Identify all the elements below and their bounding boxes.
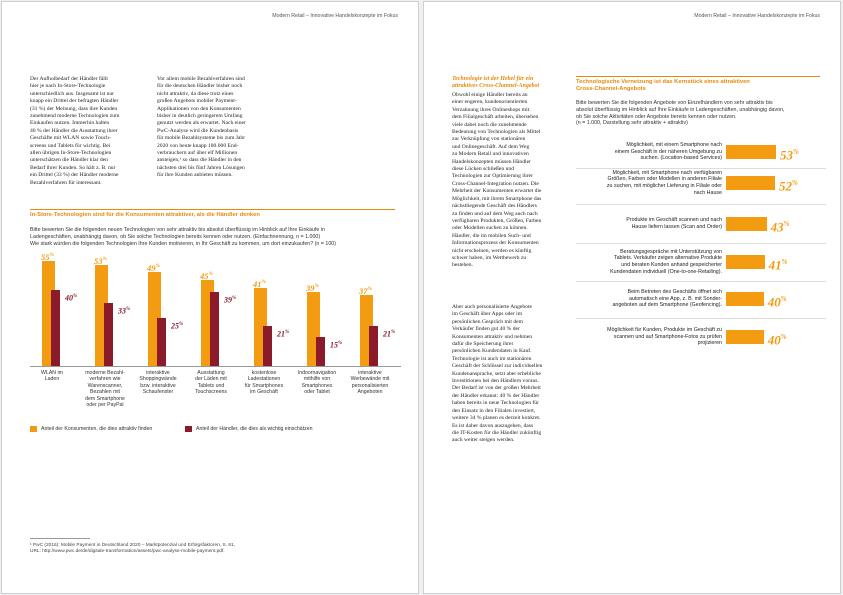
left-page [1, 1, 419, 594]
figure-title: In-Store-Technologien sind für die Konsumenten attraktiver, als die Händler denken [30, 212, 260, 218]
data-label-consumers: 41% [253, 278, 266, 289]
data-label-retailers: 25% [171, 321, 184, 331]
row-label: Beratungsgespräche mit Unterstützung von Tablets. Verkäufer zeigen alternative Produkte und beraten Kunden anhand gespeicherter Kundendaten individuell (One-to-one-Retailing). [610, 248, 722, 275]
running-header: Modern Retail – Innovative Handelskonzepte im Fokus [272, 13, 398, 19]
right-text-col-2: Aber auch personalisierte Angebote im Geschäft über Apps oder im persönlichen Gespräch mit dem Verkäufer finden gut 40 % der Konsumenten attraktiv und nehmen dafür die Speicherung ihrer persönlichen Kundendaten in Kauf. Technologie ist auch im stationären Geschäft der Schlüssel zur individuellen Kundenansprache, setzt aber erhebliche Investitionen bei den Händlern voraus. Der Bedarf ist von der großen Mehrheit der Händler erkannt: 40 % der Händler haben bereits in neue Technologien für den Einsatz in den Filialen investiert, weitere 34 % planen es derzeit konkret. Es ist daher davon auszugehen, dass die IT-Kosten für die Händler zukünftig auch weiter steigen werden. [452, 304, 543, 444]
legend-swatch-retailers [185, 426, 192, 432]
data-label-consumers: 37% [359, 286, 372, 297]
footnote-rule [30, 538, 90, 539]
figure-subtitle: Bitte bewerten Sie die folgenden Angebote von Einzelhändlern von sehr attraktiv bis absolut überflüssig im Hinblick auf Ihre Einkäufe in Ladengeschäften, unabhängig davon, ob Sie solche Aktivitäten oder Angebote bereits kennen oder nutzen. (n = 1.000, Darstellung sehr attraktiv + attraktiv) [576, 100, 785, 127]
data-label-retailers: 40% [65, 293, 78, 303]
category-label: Ausstattung der Läden mit Tablets und Touchscreens [194, 370, 227, 396]
row-bar [726, 292, 764, 306]
row-label: Möglichkeit für Kunden, Produkte im Geschäft zu scannen und auf Smartphone-Fotos zu prüfen projizieren [607, 327, 722, 347]
category-label: moderne Bezahl- verfahren wie Warenscanner, Bezahlen mit dem Smartphone oder per PayPal [85, 370, 125, 409]
left-text-col-1: Der Aufholbedarf der Händler fällt hier je nach In-Store-Technologie unterschiedlich aus. Insgesamt ist nur knapp ein Drittel der befragten Händler (31 %) der Meinung, dass ihre Kunden zunehmend moderne Technologien zum Einkaufen nutzen. Immerhin halten 40 % der Händler die Ausstattung ihrer Geschäfte mit WLAN sowie Touch- screens und Tablets für wichtig. Bei allen übrigen In-Store-Technologien unterschätzen die Händler klar den Bedarf ihrer Kunden. So hält z. B. nur ein Drittel (33 %) der Händler moderne Bezahlverfahren für interessant. [30, 76, 120, 186]
row-label: Beim Betreten des Geschäfts öffnet sich automatisch eine App, z. B. mit Sonder- angeboten auf dem Smartphone (Geofencing). [612, 289, 722, 309]
legend-label-consumers: Anteil der Konsumenten, die dies attraktiv finden [41, 426, 153, 432]
row-value-label: 40% [767, 294, 787, 310]
left-text-col-2: Vor allem mobile Bezahlverfahren sind für die deutschen Händler bisher noch nicht attraktiv, da diese trotz eines großen Angebots mobiler Payment- Applikationen von den Konsumenten bisher in deutlich geringerem Umfang genutzt werden als erwartet. Nach einer PwC-Analyse wird die Kundenbasis für mobile Bezahlsysteme bis zum Jahr 2020 von heute knapp 180.000 End- verbrauchern auf über elf Millionen ansteigen,¹ so dass die Händler in den nächsten drei bis fünf Jahren Lösungen für ihre Kunden anbieten müssen. [157, 76, 246, 179]
legend-swatch-consumers [30, 426, 37, 432]
bar-retailers [369, 326, 378, 366]
footnote: ¹ PwC (2016): Mobile Payment in Deutschland 2020 – Marktpotenzial und Erfolgsfaktoren, S. 61, URL: http://www.pwc.de/de/digitale-transformation/assets/pwc-analyse-mobile-payment.pdf. [30, 543, 236, 554]
data-label-consumers: 53% [94, 255, 107, 266]
data-label-retailers: 33% [118, 306, 131, 316]
row-bar [726, 330, 764, 344]
right-text-col-1: Obwohl einige Händler bereits an einer engeren, kundenorientierten Verzahnung ihres Onlineshops mit dem Filialgeschäft arbeiten, übersehen viele dabei noch die zunehmende Bedeutung von Technologien als Mittel zur Verknüpfung von stationären und Onlinegeschäft. Auf dem Weg zu Modern Retail und innovativen Handelskonzepten müssen Händler diese Lücken schließen und Technologien zur Optimierung ihrer Cross-Channel-Integration nutzen. Die Mehrheit der Konsumenten erwartet die Möglichkeit, mit ihrem Smartphone das nächstliegende Geschäft des Händlers zu finden und auf dem Weg auch nach verfügbaren Produkten, Größen, Farben oder Modellen suchen zu können. Händler, die im mobilen Such- und Informationsprozess der Konsumenten nicht erscheinen, werden es künftig schwer haben, im Wettbewerb zu bestehen. [452, 92, 542, 269]
side-heading: Technologie ist der Hebel für ein attraktives Cross-Channel-Angebot [452, 76, 540, 90]
row-separator [576, 204, 826, 205]
category-label: Indoornavigation mithilfe von Smartphones oder Tablet [297, 370, 337, 396]
row-separator [576, 168, 826, 169]
data-label-retailers: 15% [330, 341, 343, 351]
row-value-label: 53% [780, 147, 799, 163]
data-label-retailers: 39% [224, 295, 237, 305]
data-label-consumers: 45% [200, 270, 213, 281]
row-value-label: 40% [767, 332, 787, 348]
data-label-retailers: 21% [383, 329, 396, 339]
figure-title: Technologische Vernetzung ist das Kernstück eines attraktiven Cross-Channel-Angebots [576, 79, 750, 92]
row-value-label: 41% [768, 257, 788, 273]
running-header: Modern Retail – Innovative Handelskonzepte im Fokus [694, 13, 820, 19]
figure-rule [30, 209, 395, 210]
right-page [423, 1, 841, 594]
row-separator [576, 243, 826, 244]
chart-baseline [30, 366, 401, 367]
data-label-consumers: 49% [147, 263, 160, 274]
bar-retailers [316, 337, 325, 366]
row-bar [726, 145, 776, 159]
row-separator [576, 281, 826, 282]
bar-retailers [51, 290, 60, 366]
row-bar [726, 217, 767, 231]
bar-retailers [104, 303, 113, 366]
row-bar [726, 176, 775, 190]
category-label: WLAN im Laden [41, 370, 63, 383]
row-bar [726, 255, 765, 269]
bar-retailers [263, 326, 272, 366]
figure-rule [576, 76, 820, 77]
data-label-retailers: 21% [277, 329, 290, 339]
row-value-label: 43% [770, 219, 790, 235]
category-label: kostenlose Ladestationen für Smartphones im Geschäft [244, 370, 284, 396]
bar-retailers [157, 318, 166, 366]
row-label: Produkte im Geschäft scannen und nach Hause liefern lassen (Scan and Order) [626, 217, 722, 230]
row-separator [576, 318, 826, 319]
legend-label-retailers: Anteil der Händler, die dies als wichtig einschätzen [196, 426, 313, 432]
data-label-consumers: 55% [41, 251, 54, 262]
figure-subtitle: Bitte bewerten Sie die folgenden neuen Technologien von sehr attraktiv bis absolut überflüssig im Hinblick auf Ihre Einkäufe in Ladengeschäften, unabhängig davon, ob Sie solche Technologien bereits kennen oder nutzen. (Einfachnennung, n = 1.000) Wie stark würden die folgenden Technologien Ihre Kunden motivieren, in Ihr Geschäft zu kommen, um dort einzukaufen? (n = 100) [30, 227, 336, 247]
data-label-consumers: 39% [306, 282, 319, 293]
row-label: Möglichkeit, mit einem Smartphone nach einem Geschäft in der näheren Umgebung zu suchen. (Location-based Services) [614, 142, 722, 162]
category-label: interaktive Shoppingwände bzw. interaktive Schaufenster [139, 370, 177, 396]
row-value-label: 52% [779, 178, 798, 194]
row-label: Möglichkeit, mit Smartphone nach verfügbaren Größen, Farben oder Modellen in anderen Filiale zu suchen, mit möglicher Lieferung in Filiale oder nach Hause [606, 169, 722, 196]
category-label: interaktive Werbewände mit personalisierten Angeboten [350, 370, 390, 396]
bar-retailers [210, 292, 219, 366]
